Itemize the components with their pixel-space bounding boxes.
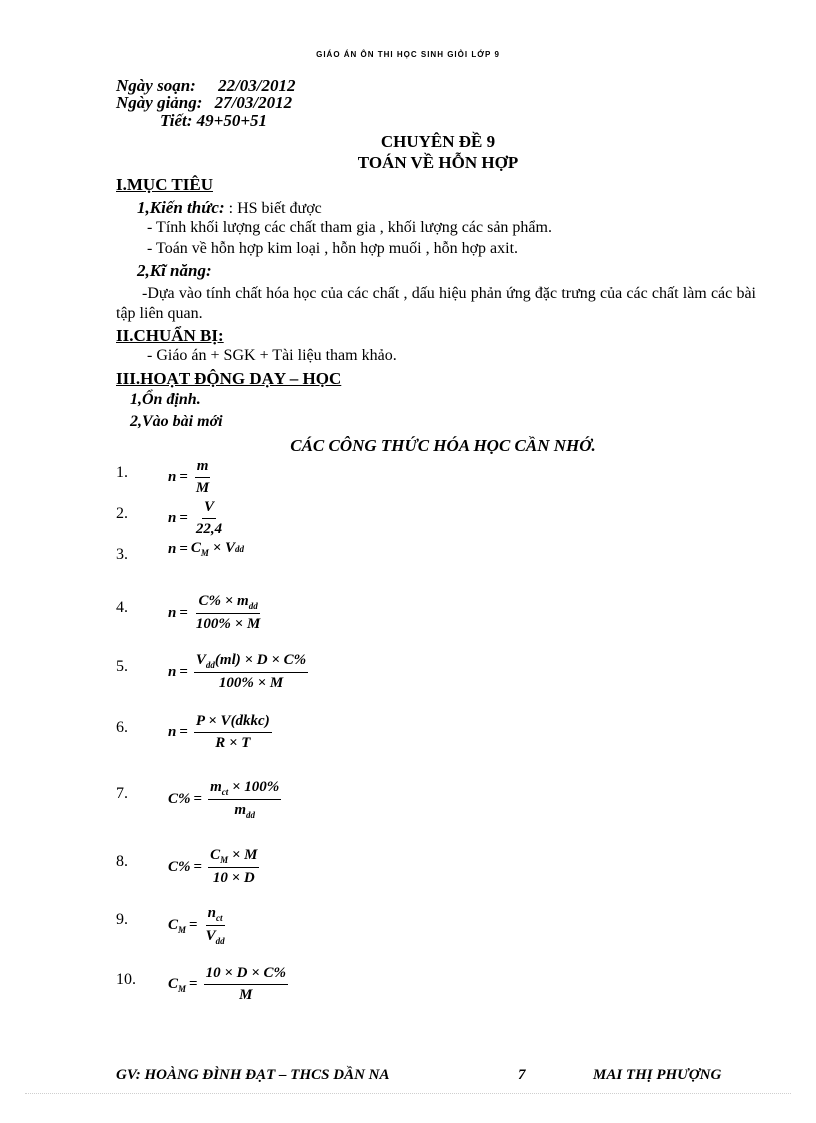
formula-7-lhs: C% xyxy=(168,791,191,807)
formula-9-lhs: $C_M$ xyxy=(168,916,187,935)
formula-4-lhs: n xyxy=(168,604,177,621)
kien-thuc-label: 1,Kiến thức: xyxy=(137,198,225,217)
formula-10 xyxy=(168,965,288,1004)
ki-nang-text: -Dựa vào tính chất hóa học của các chất , dấu hiệu phản ứng đặc trưng của các chất làm các bài tập liên quan. xyxy=(116,285,756,322)
formula-9-lhs-sub: M xyxy=(178,924,187,935)
formula-7 xyxy=(168,779,281,820)
formula-3-rhs-a-sub: M xyxy=(200,548,209,558)
formula-6-equals: = xyxy=(179,724,188,740)
formula-9 xyxy=(168,905,227,946)
kien-thuc-bullet-2: - Toán về hỗn hợp kim loại , hỗn hợp muối , hỗn hợp axit. xyxy=(147,240,519,257)
formula-6-fraction xyxy=(194,713,272,752)
page-header: GIÁO ÁN ÔN THI HỌC SINH GIỎI LỚP 9 xyxy=(316,50,500,59)
formula-9-numerator-sub: ct xyxy=(216,913,223,923)
formula-2-lhs: n xyxy=(168,510,177,526)
formula-1-denominator: M xyxy=(195,480,210,496)
kien-thuc-row xyxy=(137,198,322,218)
formula-7-equals: = xyxy=(193,791,203,807)
formula-2-equals: = xyxy=(179,510,188,526)
formula-4 xyxy=(168,593,262,633)
formula-number-9: 9. xyxy=(116,911,128,928)
formula-6-numerator: P × V(dkkc) xyxy=(194,713,272,733)
formula-1 xyxy=(168,458,211,497)
ngay-giang-label: Ngày giảng: xyxy=(116,93,203,112)
formula-4-fraction xyxy=(194,593,262,633)
formula-number-7: 7. xyxy=(116,785,128,802)
formula-number-4: 4. xyxy=(116,599,128,616)
doc-title-line1: CHUYÊN ĐỀ 9 xyxy=(380,132,496,151)
formula-5-denominator: 100% × M xyxy=(218,675,284,691)
formula-5-lhs: n xyxy=(168,663,177,680)
formula-10-lhs-sub: M xyxy=(178,983,187,994)
formula-5-equals: = xyxy=(179,663,188,680)
formula-6-lhs: n xyxy=(168,724,177,740)
formula-8-equals: = xyxy=(193,858,203,875)
page-bottom-rule xyxy=(25,1093,791,1094)
tiet-label: Tiết: 49+50+51 xyxy=(160,111,268,130)
footer-teacher: MAI THỊ PHƯỢNG xyxy=(593,1067,722,1083)
formula-9-denominator: $V_{dd}$ xyxy=(205,928,225,946)
formula-4-equals: = xyxy=(179,604,188,621)
formula-7-numerator: $m_{ct} \times 100\%$ xyxy=(208,779,281,800)
formula-number-8: 8. xyxy=(116,853,128,870)
formula-4-numerator: $C\% \times m_{dd}$ xyxy=(196,593,259,614)
formula-8-fraction xyxy=(208,847,259,887)
footer-author: GV: HOÀNG ĐÌNH ĐẠT – THCS DẦN NA xyxy=(116,1067,390,1083)
formula-9-denominator-sub: dd xyxy=(215,936,225,946)
formula-5-numerator-sub: dd xyxy=(205,660,215,670)
ki-nang-label: 2,Kĩ năng: xyxy=(137,261,212,280)
formula-6 xyxy=(168,713,272,752)
formula-5 xyxy=(168,652,308,692)
formula-7-numerator-sub: ct xyxy=(221,787,229,797)
formula-9-equals: = xyxy=(189,917,198,933)
formulas-title: CÁC CÔNG THỨC HÓA HỌC CẦN NHỚ. xyxy=(290,436,596,455)
formula-1-lhs: n xyxy=(168,469,177,485)
formula-1-numerator: m xyxy=(195,458,211,478)
formula-10-equals: = xyxy=(189,976,198,992)
formula-10-fraction xyxy=(204,965,288,1004)
formula-3-lhs: n xyxy=(168,540,177,557)
formula-number-6: 6. xyxy=(116,719,128,736)
formula-5-fraction xyxy=(194,652,308,692)
formula-1-equals: = xyxy=(179,469,188,485)
formula-8-lhs: C% xyxy=(168,858,191,875)
formula-3-equals: = xyxy=(179,540,188,557)
formula-5-numerator: $V_{dd}(ml) \times D \times C\%$ xyxy=(194,652,308,673)
formula-7-fraction xyxy=(208,779,281,820)
section-chuan-bi-heading: II.CHUẨN BỊ: xyxy=(116,326,224,345)
kien-thuc-text: : HS biết được xyxy=(228,200,322,217)
formula-8 xyxy=(168,847,259,887)
formula-2-numerator: V xyxy=(202,499,216,519)
formula-9-numerator: $n_{ct}$ xyxy=(206,905,225,926)
formula-number-1: 1. xyxy=(116,464,128,481)
formula-10-numerator: 10 × D × C% xyxy=(204,965,288,985)
chuan-bi-text: - Giáo án + SGK + Tài liệu tham khảo. xyxy=(147,347,397,364)
footer-page-number: 7 xyxy=(518,1067,526,1083)
formula-7-denominator: $m_{dd}$ xyxy=(234,802,255,820)
formula-7-denominator-sub: dd xyxy=(246,810,255,820)
formula-1-fraction xyxy=(194,458,211,497)
ngay-soan-label: Ngày soạn: xyxy=(116,76,196,95)
ngay-giang-value: 27/03/2012 xyxy=(214,93,293,112)
formula-number-5: 5. xyxy=(116,658,128,675)
ngay-soan-value: 22/03/2012 xyxy=(218,76,296,95)
formula-2-fraction xyxy=(194,499,224,538)
formula-2-denominator: 22,4 xyxy=(195,521,223,537)
formula-8-numerator: $C_M \times M$ xyxy=(208,847,259,868)
formula-3 xyxy=(168,540,244,558)
formula-9-fraction xyxy=(204,905,227,946)
ngay-giang-row xyxy=(116,93,292,113)
formula-10-denominator: M xyxy=(239,987,253,1003)
formula-8-numerator-sub: M xyxy=(220,855,229,865)
vao-bai-moi-label: 2,Vào bài mới xyxy=(130,413,223,430)
formula-4-denominator: 100% × M xyxy=(195,616,261,632)
formula-6-denominator: R × T xyxy=(215,735,251,751)
formula-10-lhs: $C_M$ xyxy=(168,975,187,994)
formula-2 xyxy=(168,499,224,538)
formula-3-rhs-sub: dd xyxy=(235,544,244,554)
formula-number-2: 2. xyxy=(116,505,128,522)
section-hoat-dong-heading: III.HOẠT ĐỘNG DẠY – HỌC xyxy=(116,369,342,388)
doc-title-line2: TOÁN VỀ HỖN HỢP xyxy=(357,153,519,172)
on-dinh-label: 1,Ổn định. xyxy=(130,391,201,408)
kien-thuc-bullet-1: - Tính khối lượng các chất tham gia , khối lượng các sản phẩm. xyxy=(147,219,552,236)
formula-8-denominator: 10 × D xyxy=(212,870,255,886)
formula-number-3: 3. xyxy=(116,546,128,563)
formula-number-10: 10. xyxy=(116,971,136,988)
section-muc-tieu-heading: I.MỤC TIÊU xyxy=(116,175,213,194)
formula-4-numerator-sub: dd xyxy=(248,601,258,611)
formula-3-rhs-a: $C_M \times V$ xyxy=(190,540,235,558)
